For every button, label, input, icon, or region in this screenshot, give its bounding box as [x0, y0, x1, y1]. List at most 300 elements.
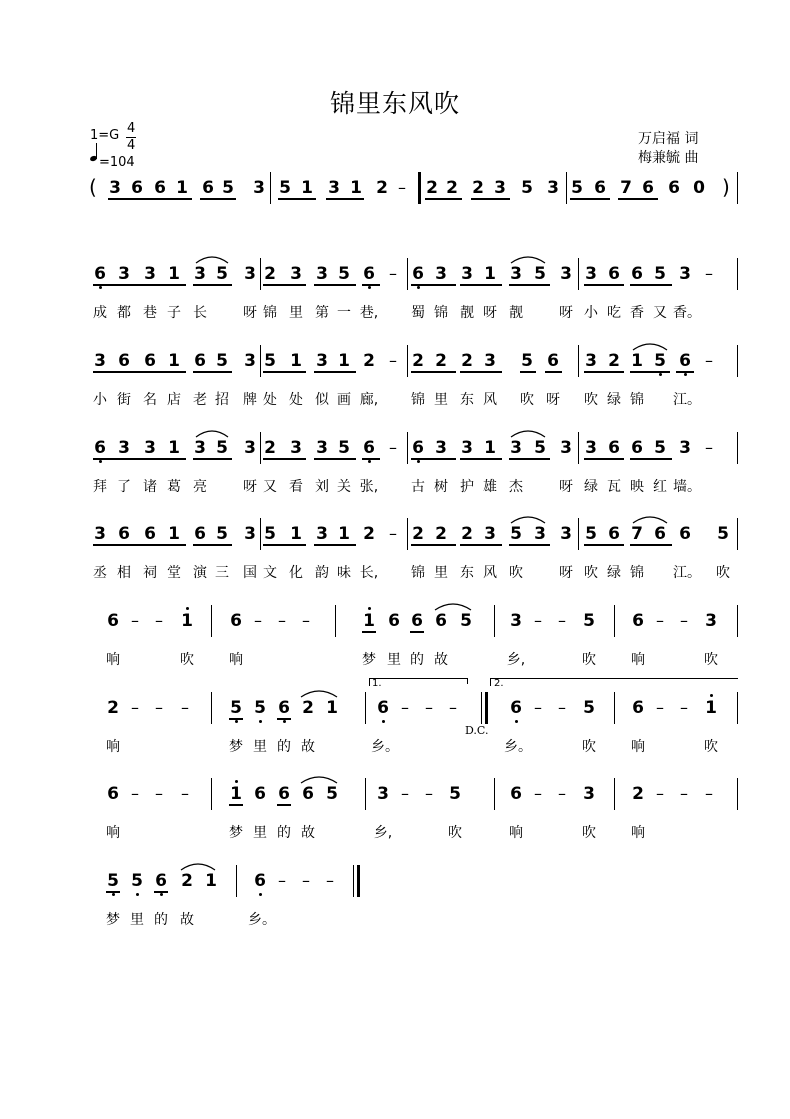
note-digit: 6	[194, 351, 206, 371]
beam-underline	[277, 718, 291, 720]
note-digit: 1	[484, 264, 496, 284]
dash-hold: –	[302, 871, 310, 890]
high-octave-dot	[235, 780, 238, 783]
note-digit: 6	[510, 784, 522, 804]
beam-underline	[200, 198, 236, 200]
note-digit: 2	[264, 438, 276, 458]
dash-hold: –	[558, 611, 566, 630]
bar-line	[418, 172, 421, 204]
beam-underline	[229, 804, 243, 806]
note-digit: 5	[534, 438, 546, 458]
note-digit: 3	[534, 524, 546, 544]
note-digit: 6	[107, 784, 119, 804]
note-digit: 1	[168, 438, 180, 458]
lyric-chorus-2: 的	[277, 739, 291, 755]
lyric-verse-1: 一	[337, 305, 351, 321]
low-octave-dot	[515, 720, 518, 723]
lyric-verse-2: 处	[289, 392, 303, 408]
low-octave-dot	[259, 893, 262, 896]
low-octave-dot	[235, 720, 238, 723]
note-digit: 5	[583, 611, 595, 631]
note-digit: 3	[435, 264, 447, 284]
beam-underline	[425, 198, 462, 200]
note-digit: 6	[118, 524, 130, 544]
note-digit: 3	[585, 351, 597, 371]
beam-underline	[93, 371, 186, 373]
lyric-verse-2: 招	[215, 392, 229, 408]
note-digit: 1	[168, 264, 180, 284]
note-digit: 2	[376, 178, 388, 198]
lyric-verse-4: 演	[193, 565, 207, 581]
bar-line	[737, 432, 738, 464]
note-digit: 5	[521, 351, 533, 371]
note-digit: 3	[144, 264, 156, 284]
lyric-chorus-3: 响	[631, 825, 645, 841]
low-octave-dot	[99, 286, 102, 289]
beam-underline	[630, 544, 672, 546]
note-digit: 5	[654, 264, 666, 284]
dash-hold: –	[254, 611, 262, 630]
dash-hold: –	[425, 698, 433, 717]
note-digit: 0	[693, 178, 705, 198]
note-digit: 5	[449, 784, 461, 804]
lyric-verse-4: 江。	[673, 565, 701, 581]
note-digit: 6	[411, 611, 423, 631]
note-digit: 6	[632, 698, 644, 718]
bar-line	[578, 432, 579, 464]
note-digit: 7	[631, 524, 643, 544]
lyric-verse-4: 祠	[143, 565, 157, 581]
dash-hold: –	[656, 698, 664, 717]
slur-tie	[510, 428, 546, 438]
lyric-verse-3: 了	[117, 479, 131, 495]
note-digit: 3	[118, 438, 130, 458]
dash-hold: –	[389, 351, 397, 370]
dash-hold: –	[181, 784, 189, 803]
dash-hold: –	[558, 784, 566, 803]
note-digit: 3	[118, 264, 130, 284]
dash-hold: –	[534, 784, 542, 803]
lyric-verse-1: 里	[289, 305, 303, 321]
note-digit: 6	[230, 611, 242, 631]
lyric-verse-3: 张,	[359, 479, 379, 495]
note-digit: 2	[426, 178, 438, 198]
dash-hold: –	[155, 698, 163, 717]
bar-line	[737, 778, 738, 810]
note-digit: 5	[254, 698, 266, 718]
lyric-verse-1: 呀	[559, 305, 573, 321]
beam-underline	[545, 371, 562, 373]
beam-underline	[584, 544, 624, 546]
note-digit: 5	[338, 264, 350, 284]
paren-open: (	[89, 175, 97, 199]
note-digit: 5	[654, 351, 666, 371]
note-digit: 6	[608, 524, 620, 544]
note-digit: 3	[484, 351, 496, 371]
slur-tie	[180, 861, 216, 871]
lyric-verse-1: 呀	[243, 305, 257, 321]
lyric-verse-1: 蜀	[411, 305, 425, 321]
lyric-chorus-1: 吹	[704, 652, 718, 668]
lyric-verse-3: 映	[630, 479, 644, 495]
bar-line	[494, 778, 495, 810]
beam-underline	[630, 458, 672, 460]
dash-hold: –	[705, 784, 713, 803]
note-digit: 2	[302, 698, 314, 718]
note-digit: 6	[194, 524, 206, 544]
dash-hold: –	[278, 611, 286, 630]
bar-line	[353, 865, 354, 897]
lyric-verse-4: 吹	[584, 565, 598, 581]
lyric-verse-1: 锦	[434, 305, 448, 321]
note-digit: 5	[230, 698, 242, 718]
dash-hold: –	[131, 784, 139, 803]
lyric-verse-4: 吹	[716, 565, 730, 581]
note-digit: 6	[631, 264, 643, 284]
lyric-verse-1: 小	[584, 305, 598, 321]
lyric-verse-3: 古	[411, 479, 425, 495]
note-digit: 3	[244, 524, 256, 544]
lyric-verse-1: 香。	[673, 305, 701, 321]
note-digit: 1	[168, 524, 180, 544]
note-digit: 1	[363, 611, 375, 631]
lyric-verse-4: 相	[117, 565, 131, 581]
note-digit: 6	[377, 698, 389, 718]
lyric-chorus-2: 梦	[229, 739, 243, 755]
bar-line	[260, 345, 261, 377]
bar-line	[578, 258, 579, 290]
high-octave-dot	[186, 607, 189, 610]
lyric-verse-2: 名	[143, 392, 157, 408]
dash-hold: –	[449, 698, 457, 717]
note-digit: 2	[363, 351, 375, 371]
note-digit: 2	[435, 351, 447, 371]
lyric-verse-1: 巷,	[359, 305, 379, 321]
lyric-verse-3: 红	[653, 479, 667, 495]
beam-underline	[362, 631, 376, 633]
lyric-chorus-3: 故	[301, 825, 315, 841]
slur-tie	[195, 254, 229, 264]
note-digit: 5	[279, 178, 291, 198]
lyric-verse-2: 似	[315, 392, 329, 408]
low-octave-dot	[160, 893, 163, 896]
lyric-verse-1: 子	[167, 305, 181, 321]
low-octave-dot	[99, 460, 102, 463]
dash-hold: –	[705, 438, 713, 457]
bar-line	[481, 692, 482, 724]
note-digit: 1	[338, 351, 350, 371]
key-signature: 1=G	[90, 128, 120, 143]
note-digit: 6	[435, 611, 447, 631]
lyric-verse-3: 树	[434, 479, 448, 495]
slur-tie	[300, 774, 338, 784]
lyric-verse-3: 墙。	[673, 479, 701, 495]
note-digit: 6	[278, 698, 290, 718]
beam-underline	[229, 718, 243, 720]
note-digit: 5	[107, 871, 119, 891]
note-digit: 6	[94, 438, 106, 458]
lyric-chorus-1: 吹	[180, 652, 194, 668]
lyric-chorus-1: 的	[410, 652, 424, 668]
beam-underline	[263, 458, 306, 460]
dash-hold: –	[705, 264, 713, 283]
lyric-verse-2: 江。	[673, 392, 701, 408]
lyric-verse-1: 第	[315, 305, 329, 321]
bar-line	[260, 432, 261, 464]
note-digit: 3	[679, 264, 691, 284]
lyric-final: 的	[154, 912, 168, 928]
time-signature-top: 4	[127, 121, 136, 136]
beam-underline	[411, 284, 456, 286]
note-digit: 5	[131, 871, 143, 891]
note-digit: 3	[547, 178, 559, 198]
note-digit: 3	[244, 264, 256, 284]
slur-tie	[510, 514, 546, 524]
lyric-verse-4: 文	[263, 565, 277, 581]
dash-hold: –	[278, 871, 286, 890]
lyric-final: 故	[180, 912, 194, 928]
note-digit: 5	[717, 524, 729, 544]
note-digit: 6	[144, 524, 156, 544]
lyric-final: 梦	[106, 912, 120, 928]
bar-line	[236, 865, 237, 897]
slur-tie	[632, 514, 668, 524]
paren-close: )	[722, 175, 730, 199]
quarter-note-stem	[96, 143, 97, 159]
note-digit: 5	[216, 264, 228, 284]
dash-hold: –	[656, 611, 664, 630]
beam-underline	[460, 458, 502, 460]
bar-line	[270, 172, 271, 204]
bar-line	[566, 172, 567, 204]
beam-underline	[314, 371, 356, 373]
lyric-verse-1: 长	[193, 305, 207, 321]
note-digit: 6	[654, 524, 666, 544]
low-octave-dot	[382, 720, 385, 723]
dash-hold: –	[398, 178, 406, 197]
bar-line	[737, 692, 738, 724]
note-digit: 5	[654, 438, 666, 458]
beam-underline	[277, 804, 291, 806]
lyric-verse-2: 牌	[243, 392, 257, 408]
lyric-verse-2: 店	[167, 392, 181, 408]
lyric-verse-3: 绿	[584, 479, 598, 495]
lyric-chorus-1: 乡,	[506, 652, 526, 668]
beam-underline	[93, 544, 186, 546]
bar-line	[578, 345, 579, 377]
note-digit: 2	[435, 524, 447, 544]
note-digit: 5	[585, 524, 597, 544]
note-digit: 1	[301, 178, 313, 198]
lyric-chorus-1: 响	[631, 652, 645, 668]
lyric-verse-4: 锦	[630, 565, 644, 581]
note-digit: 6	[642, 178, 654, 198]
note-digit: 6	[363, 264, 375, 284]
dash-hold: –	[326, 871, 334, 890]
beam-underline	[314, 284, 356, 286]
low-octave-dot	[368, 460, 371, 463]
beam-underline	[630, 371, 670, 373]
lyric-verse-2: 风	[483, 392, 497, 408]
lyric-verse-4: 绿	[607, 565, 621, 581]
beam-underline	[278, 198, 316, 200]
note-digit: 5	[510, 524, 522, 544]
note-digit: 3	[377, 784, 389, 804]
slur-tie	[632, 341, 668, 351]
beam-underline	[326, 198, 364, 200]
note-digit: 2	[181, 871, 193, 891]
lyric-verse-1: 成	[93, 305, 107, 321]
lyric-verse-3: 瓦	[607, 479, 621, 495]
beam-underline	[460, 371, 502, 373]
composer-credit: 梅兼毓 曲	[638, 150, 699, 166]
note-digit: 3	[435, 438, 447, 458]
dash-hold: –	[131, 611, 139, 630]
lyric-verse-2: 廊,	[359, 392, 379, 408]
lyric-verse-2: 老	[193, 392, 207, 408]
note-digit: 5	[521, 178, 533, 198]
note-digit: 1	[290, 351, 302, 371]
note-digit: 5	[264, 524, 276, 544]
note-digit: 1	[705, 698, 717, 718]
note-digit: 6	[547, 351, 559, 371]
beam-underline	[411, 544, 456, 546]
bar-line	[211, 692, 212, 724]
lyric-verse-4: 东	[460, 565, 474, 581]
note-digit: 2	[412, 351, 424, 371]
lyric-verse-4: 国	[243, 565, 257, 581]
beam-underline	[584, 371, 624, 373]
note-digit: 3	[316, 351, 328, 371]
lyric-chorus-3: 吹	[448, 825, 462, 841]
lyric-verse-4: 丞	[93, 565, 107, 581]
beam-underline	[460, 544, 502, 546]
note-digit: 2	[461, 524, 473, 544]
lyric-verse-2: 画	[337, 392, 351, 408]
note-digit: 6	[632, 611, 644, 631]
beam-underline	[154, 891, 168, 893]
bar-line	[407, 258, 408, 290]
tempo-marking: =104	[99, 155, 135, 170]
note-digit: 1	[168, 351, 180, 371]
note-digit: 3	[585, 264, 597, 284]
dash-hold: –	[155, 611, 163, 630]
lyric-chorus-1: 故	[434, 652, 448, 668]
volta-1-start	[369, 678, 370, 686]
lyric-verse-2: 锦	[411, 392, 425, 408]
note-digit: 3	[328, 178, 340, 198]
dash-hold: –	[656, 784, 664, 803]
note-digit: 6	[155, 871, 167, 891]
lyric-verse-4: 呀	[559, 565, 573, 581]
bar-line	[357, 865, 360, 897]
note-digit: 1	[484, 438, 496, 458]
lyric-verse-4: 韵	[315, 565, 329, 581]
lyric-verse-2: 吹	[584, 392, 598, 408]
lyricist-credit: 万启福 词	[638, 131, 699, 147]
dash-hold: –	[389, 524, 397, 543]
note-digit: 1	[326, 698, 338, 718]
dash-hold: –	[389, 264, 397, 283]
bar-line	[737, 258, 738, 290]
lyric-chorus-1: 响	[106, 652, 120, 668]
lyric-verse-3: 关	[337, 479, 351, 495]
beam-underline	[362, 458, 380, 460]
note-digit: 2	[363, 524, 375, 544]
lyric-verse-2: 锦	[630, 392, 644, 408]
beam-underline	[263, 371, 306, 373]
lyric-chorus-2: 吹	[704, 739, 718, 755]
low-octave-dot	[136, 893, 139, 896]
beam-underline	[410, 631, 424, 633]
note-digit: 5	[216, 524, 228, 544]
low-octave-dot	[659, 373, 662, 376]
high-octave-dot	[368, 607, 371, 610]
beam-underline	[193, 458, 232, 460]
note-digit: 6	[510, 698, 522, 718]
lyric-chorus-2: 响	[106, 739, 120, 755]
lyric-final: 里	[130, 912, 144, 928]
dash-hold: –	[302, 611, 310, 630]
lyric-chorus-2: 乡。	[504, 739, 532, 755]
high-octave-dot	[710, 694, 713, 697]
beam-underline	[676, 371, 694, 373]
bar-line	[578, 518, 579, 550]
dc-marking: D.C.	[465, 724, 489, 737]
dash-hold: –	[401, 784, 409, 803]
lyric-verse-4: 堂	[167, 565, 181, 581]
lyric-verse-3: 呀	[243, 479, 257, 495]
note-digit: 6	[608, 438, 620, 458]
note-digit: 3	[253, 178, 265, 198]
bar-line	[260, 518, 261, 550]
beam-underline	[584, 458, 624, 460]
note-digit: 3	[560, 438, 572, 458]
note-digit: 1	[230, 784, 242, 804]
beam-underline	[263, 284, 306, 286]
note-digit: 3	[194, 438, 206, 458]
bar-line	[260, 258, 261, 290]
low-octave-dot	[368, 286, 371, 289]
note-digit: 3	[244, 438, 256, 458]
dash-hold: –	[155, 784, 163, 803]
lyric-verse-3: 雄	[483, 479, 497, 495]
lyric-chorus-1: 吹	[582, 652, 596, 668]
lyric-verse-4: 风	[483, 565, 497, 581]
dash-hold: –	[558, 698, 566, 717]
bar-line	[211, 605, 212, 637]
lyric-verse-4: 味	[337, 565, 351, 581]
note-digit: 6	[278, 784, 290, 804]
beam-underline	[509, 458, 550, 460]
bar-line	[614, 778, 615, 810]
note-digit: 3	[316, 264, 328, 284]
note-digit: 1	[181, 611, 193, 631]
lyric-verse-4: 化	[289, 565, 303, 581]
note-digit: 2	[412, 524, 424, 544]
note-digit: 2	[632, 784, 644, 804]
note-digit: 3	[461, 438, 473, 458]
note-digit: 5	[222, 178, 234, 198]
note-digit: 5	[326, 784, 338, 804]
note-digit: 6	[412, 438, 424, 458]
note-digit: 3	[583, 784, 595, 804]
lyric-verse-2: 街	[117, 392, 131, 408]
beam-underline	[106, 891, 120, 893]
note-digit: 3	[461, 264, 473, 284]
lyric-verse-1: 吃	[607, 305, 621, 321]
lyric-verse-3: 看	[289, 479, 303, 495]
